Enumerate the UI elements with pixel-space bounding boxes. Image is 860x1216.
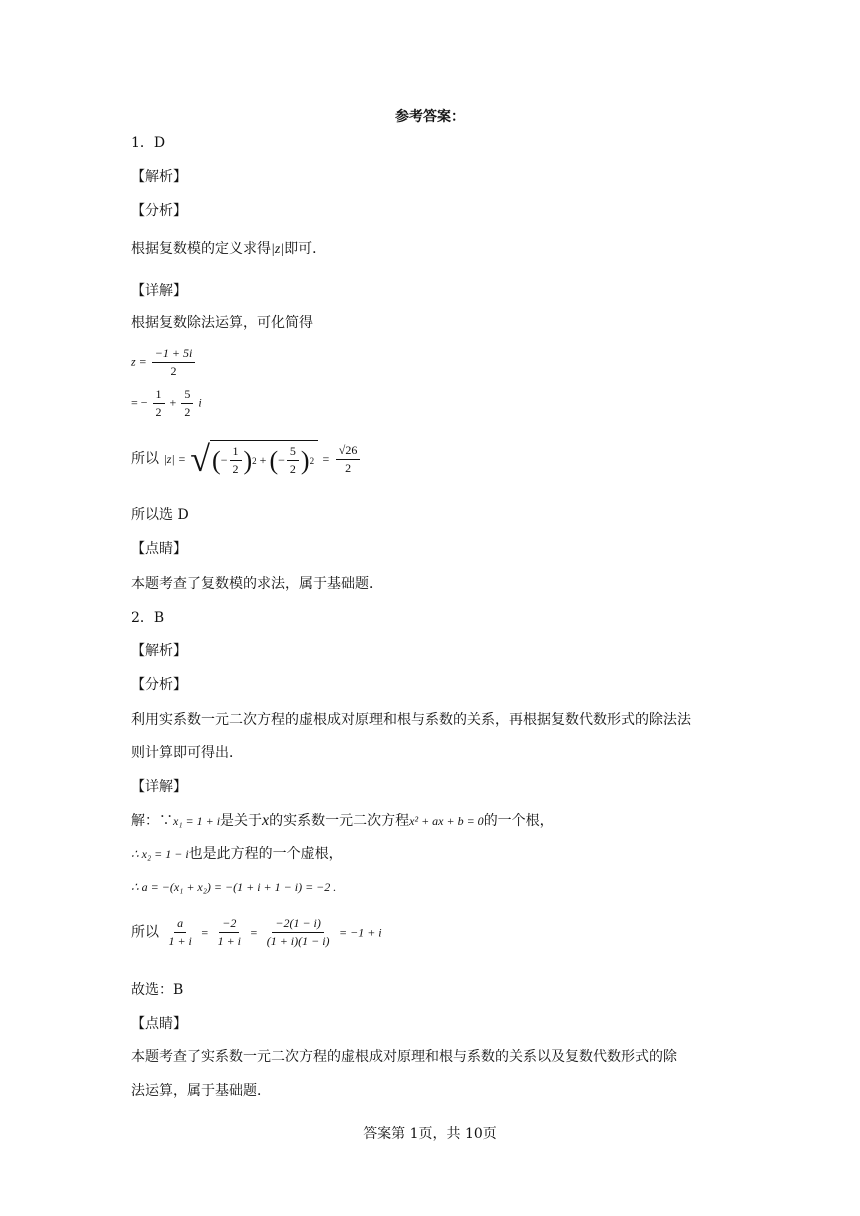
q2-step-2 — [131, 844, 343, 864]
q1-fenxi-part-a: 根据复数模的定义求得 — [131, 241, 271, 257]
q2-step1-part-b: 是关于 — [220, 813, 263, 829]
q2-fenxi-line-1: 利用实系数一元二次方程的虚根成对原理和根与系数的关系，再根据复数代数形式的除法法 — [131, 712, 691, 728]
q1-eq2-frac1-den: 2 — [155, 405, 162, 419]
q2-xiangjie-heading: 【详解】 — [131, 779, 187, 795]
q2-answer: 2．B — [131, 610, 165, 626]
q2-step4-frac2-den: 1 + i — [217, 934, 242, 948]
q1-eq1-denominator: 2 — [170, 364, 177, 378]
q1-eq3-frac2-den: 2 — [289, 462, 296, 476]
q1-eq2-plus: + — [169, 395, 177, 410]
q2-jiexi-heading: 【解析】 — [131, 643, 187, 659]
q2-fenxi-heading: 【分析】 — [131, 677, 187, 693]
q1-equation-3: 所以 |z| = √ ( − $\frac{1}{2}$ ) 2 + ( − $\frac{5}{2}$ ) 2 = $\frac{√26}{2}$ — [131, 440, 362, 478]
q1-equation-2 — [131, 386, 202, 421]
q2-step4-frac2-num: −2 — [219, 915, 239, 933]
q1-eq3-sqrt: √ ( − $\frac{1}{2}$ ) 2 + ( − $\frac{5}{2}$ ) 2 — [190, 440, 318, 478]
q2-step2-root: ∴ x₂ = 1 − i — [131, 847, 189, 861]
q1-equation-1 — [131, 345, 197, 380]
q2-step-3: ∴ a = −(x₁ + x₂) = −(1 + i + 1 − i) = −2 . — [131, 880, 337, 894]
q2-step1-part-d: 的一个根， — [483, 813, 554, 829]
q2-step4-frac1-num: a — [174, 915, 186, 933]
q2-dianjing-heading: 【点睛】 — [131, 1016, 187, 1032]
q2-dianjing-line-1: 本题考查了实系数一元二次方程的虚根成对原理和根与系数的关系以及复数代数形式的除 — [131, 1049, 677, 1065]
q1-eq1-numerator: −1 + 5i — [152, 345, 196, 363]
q1-xiangjie-heading: 【详解】 — [131, 283, 187, 299]
q1-eq3-frac1-num: 1 — [230, 443, 242, 461]
q1-xiangjie-text: 根据复数除法运算，可化简得 — [131, 315, 313, 331]
q2-step1-part-a: 解：∵ — [131, 813, 173, 829]
q1-eq2-frac1-num: 1 — [153, 386, 165, 404]
q2-step4-result: = −1 + i — [339, 925, 382, 940]
q2-dianjing-line-2: 法运算，属于基础题． — [131, 1083, 271, 1099]
q2-step1-equation: x² + ax + b = 0 — [409, 814, 484, 828]
q2-step4-frac3-num: −2(1 − i) — [272, 915, 324, 933]
q1-dianjing-text: 本题考查了复数模的求法，属于基础题． — [131, 576, 383, 592]
q2-step4-prefix: 所以 — [131, 924, 159, 941]
q2-step2-text: 也是此方程的一个虚根， — [188, 846, 343, 862]
q1-eq2-prefix: = − — [131, 395, 148, 410]
q2-step4-frac1-den: 1 + i — [168, 934, 192, 948]
q1-eq3-frac2-num: 5 — [287, 443, 299, 461]
q2-step-1 — [131, 811, 554, 831]
q1-eq3-modulus: |z| = — [163, 452, 186, 466]
q1-dianjing-heading: 【点睛】 — [131, 541, 187, 557]
q2-fenxi-line-2: 则计算即可得出． — [131, 745, 243, 761]
q1-eq1-lhs: z = — [131, 354, 147, 369]
q1-conclusion: 所以选 D — [131, 507, 189, 523]
q1-modulus-symbol: |z| — [271, 242, 285, 257]
q1-fenxi-text — [131, 239, 326, 260]
page-title: 参考答案： — [395, 109, 465, 125]
q1-answer: 1．D — [131, 135, 166, 151]
q1-eq2-i: i — [198, 395, 202, 410]
q1-eq3-result-den: 2 — [345, 460, 352, 475]
q1-eq2-frac2-num: 5 — [181, 386, 193, 404]
q1-eq2-frac2-den: 2 — [184, 405, 191, 419]
sqrt-radical-icon: √ — [190, 439, 211, 479]
q1-eq3-frac1-den: 2 — [232, 462, 239, 476]
q2-step4-frac3-den: (1 + i)(1 − i) — [266, 934, 330, 948]
q1-fenxi-part-b: 即可． — [284, 241, 327, 257]
q2-step-4: 所以 $\frac{a}{1 + i}$ = $\frac{-2}{1 + i}$ = $\frac{-2(1 - i)}{(1 + i)(1 - i)}$ = −1 + i — [131, 916, 382, 948]
q1-jiexi-heading: 【解析】 — [131, 169, 187, 185]
q1-eq3-prefix: 所以 — [131, 451, 159, 467]
q1-eq3-result-num: √26 — [336, 442, 361, 460]
page-footer: 答案第 1页，共 10页 — [363, 1126, 497, 1142]
q2-conclusion: 故选：B — [131, 982, 184, 998]
q2-step1-part-c: 的实系数一元二次方程 — [269, 813, 410, 829]
q2-step1-root: x₁ = 1 + i — [173, 814, 221, 828]
q2-step1-x: x — [262, 812, 270, 829]
q1-fenxi-heading: 【分析】 — [131, 203, 187, 219]
